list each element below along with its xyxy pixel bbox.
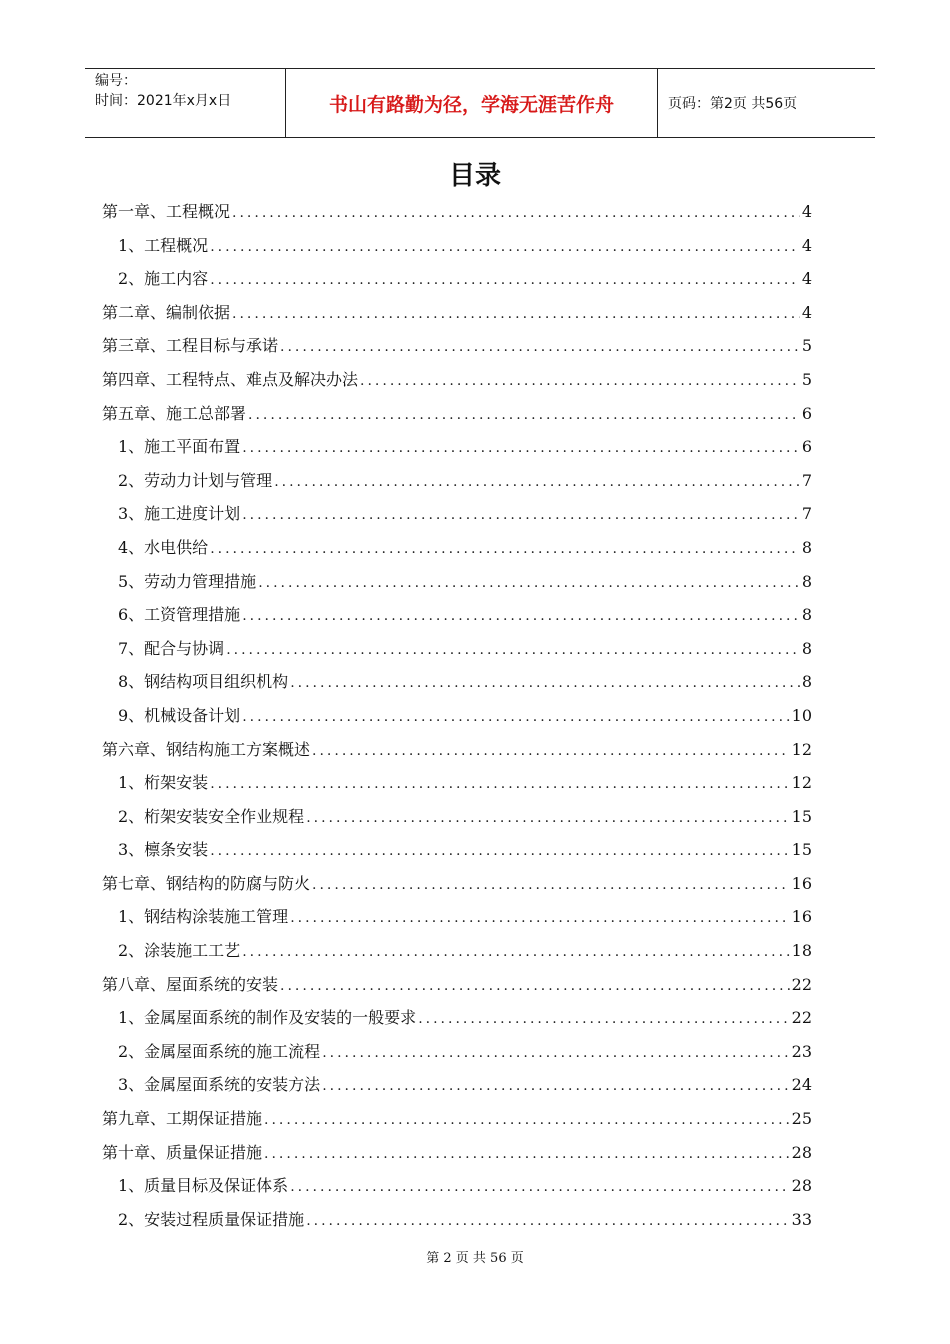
- toc-entry-page: 6: [801, 403, 812, 423]
- toc-entry[interactable]: [102, 1005, 812, 1039]
- toc-entry-page: 23: [791, 1041, 812, 1061]
- toc-entry-title: 2、桁架安装安全作业规程: [118, 806, 305, 826]
- toc-dot-leader: [210, 239, 800, 255]
- toc-entry-title: 7、配合与协调: [118, 638, 225, 658]
- toc-dot-leader: [312, 877, 790, 893]
- toc-entry[interactable]: [102, 300, 812, 334]
- toc-entry-title: 2、金属屋面系统的施工流程: [118, 1041, 321, 1061]
- toc-entry[interactable]: [102, 770, 812, 804]
- page-title: 目录: [448, 161, 501, 191]
- toc-entry-page: 5: [801, 369, 812, 389]
- toc-entry[interactable]: [102, 233, 812, 267]
- toc-entry-title: 3、施工进度计划: [118, 504, 241, 524]
- toc-dot-leader: [264, 1112, 790, 1128]
- toc-entry-title: 8、钢结构项目组织机构: [118, 672, 289, 692]
- page-footer: 第 2 页 共 56 页: [426, 1251, 524, 1266]
- time-label: 时间：2021年x月x日: [95, 93, 232, 109]
- toc-entry-page: 22: [791, 1008, 812, 1028]
- toc-entry-title: 2、安装过程质量保证措施: [118, 1209, 305, 1229]
- toc-entry-page: 15: [791, 806, 812, 826]
- toc-dot-leader: [322, 1045, 789, 1061]
- toc-dot-leader: [290, 910, 789, 926]
- toc-entry-title: 1、质量目标及保证体系: [118, 1176, 289, 1196]
- toc-entry-page: 28: [791, 1142, 812, 1162]
- toc-entry-page: 22: [791, 974, 812, 994]
- toc-entry[interactable]: [102, 1072, 812, 1106]
- toc-entry-title: 1、金属屋面系统的制作及安装的一般要求: [118, 1008, 417, 1028]
- toc-dot-leader: [242, 440, 800, 456]
- toc-entry-title: 2、施工内容: [118, 269, 209, 289]
- toc-entry[interactable]: [102, 972, 812, 1006]
- toc-entry-title: 6、工资管理措施: [118, 605, 241, 625]
- toc-entry-page: 16: [791, 907, 812, 927]
- toc-entry[interactable]: [102, 669, 812, 703]
- toc-entry-title: 2、劳动力计划与管理: [118, 470, 273, 490]
- toc-entry-title: 5、劳动力管理措施: [118, 571, 257, 591]
- toc-dot-leader: [232, 205, 800, 221]
- toc-entry-title: 1、施工平面布置: [118, 437, 241, 457]
- toc-entry[interactable]: [102, 1173, 812, 1207]
- toc-entry-page: 8: [801, 605, 812, 625]
- toc-entry-title: 第四章、工程特点、难点及解决办法: [102, 369, 359, 389]
- number-label: 编号：: [95, 73, 137, 89]
- toc-entry[interactable]: [102, 1140, 812, 1174]
- toc-dot-leader: [418, 1011, 789, 1027]
- toc-entry-page: 4: [801, 202, 812, 221]
- toc-entry-page: 33: [791, 1209, 812, 1229]
- toc-dot-leader: [360, 373, 800, 389]
- toc-dot-leader: [264, 1146, 790, 1162]
- toc-entry-page: 12: [791, 773, 812, 793]
- toc-dot-leader: [290, 675, 800, 691]
- toc-entry[interactable]: [102, 938, 812, 972]
- toc-entry-page: 8: [801, 672, 812, 692]
- toc-entry-page: 10: [791, 705, 812, 725]
- header-slogan: 书山有路勤为径，学海无涯苦作舟: [286, 69, 658, 137]
- toc-dot-leader: [232, 306, 800, 322]
- toc-dot-leader: [210, 541, 800, 557]
- toc-entry[interactable]: [102, 804, 812, 838]
- toc-entry[interactable]: [102, 333, 812, 367]
- toc-dot-leader: [210, 843, 789, 859]
- toc-entry-page: 4: [801, 235, 812, 255]
- toc-dot-leader: [322, 1078, 789, 1094]
- toc-entry-title: 第五章、施工总部署: [102, 403, 247, 423]
- toc-entry-page: 15: [791, 840, 812, 860]
- toc-dot-leader: [306, 1213, 789, 1229]
- toc-entry[interactable]: [102, 501, 812, 535]
- toc-entry-page: 16: [791, 873, 812, 893]
- header-meta: [85, 69, 286, 137]
- toc-dot-leader: [210, 776, 789, 792]
- toc-entry-title: 第九章、工期保证措施: [102, 1109, 263, 1129]
- toc-entry-page: 7: [801, 504, 812, 524]
- toc-entry[interactable]: [102, 434, 812, 468]
- toc-entry[interactable]: [102, 468, 812, 502]
- toc-entry-title: 1、桁架安装: [118, 773, 209, 793]
- toc-entry[interactable]: [102, 535, 812, 569]
- toc-entry[interactable]: [102, 367, 812, 401]
- toc-entry-page: 6: [801, 437, 812, 457]
- toc-entry-page: 7: [801, 470, 812, 490]
- toc-dot-leader: [242, 944, 789, 960]
- toc-entry-title: 第三章、工程目标与承诺: [102, 336, 279, 356]
- toc-dot-leader: [242, 507, 800, 523]
- toc-dot-leader: [274, 474, 800, 490]
- toc-dot-leader: [306, 810, 789, 826]
- toc-entry-page: 4: [801, 269, 812, 289]
- toc-entry[interactable]: [102, 1106, 812, 1140]
- toc-dot-leader: [210, 272, 800, 288]
- toc-dot-leader: [312, 743, 790, 759]
- toc-entry[interactable]: [102, 703, 812, 737]
- toc-dot-leader: [226, 642, 800, 658]
- toc-entry[interactable]: [102, 569, 812, 603]
- toc-entry-page: 8: [801, 537, 812, 557]
- toc-entry-page: 28: [791, 1176, 812, 1196]
- toc-entry-page: 24: [791, 1075, 812, 1095]
- toc-entry[interactable]: [102, 401, 812, 435]
- toc-entry-page: 4: [801, 302, 812, 322]
- toc-entry-title: 2、涂装施工工艺: [118, 941, 241, 961]
- toc-dot-leader: [258, 575, 800, 591]
- toc-entry-page: 18: [791, 941, 812, 961]
- toc-dot-leader: [280, 978, 790, 994]
- toc-entry-title: 4、水电供给: [118, 537, 209, 557]
- toc-entry[interactable]: [102, 1207, 812, 1241]
- toc-entry-title: 第十章、质量保证措施: [102, 1142, 263, 1162]
- toc-entry[interactable]: [102, 871, 812, 905]
- toc-entry[interactable]: [102, 837, 812, 871]
- toc-entry-title: 3、金属屋面系统的安装方法: [118, 1075, 321, 1095]
- toc-dot-leader: [290, 1179, 789, 1195]
- toc-entry[interactable]: [102, 199, 812, 233]
- toc-entry-title: 第二章、编制依据: [102, 302, 231, 322]
- toc-entry-page: 8: [801, 638, 812, 658]
- toc-entry[interactable]: [102, 1039, 812, 1073]
- toc-entry[interactable]: [102, 737, 812, 771]
- toc-entry[interactable]: [102, 636, 812, 670]
- toc-dot-leader: [242, 709, 789, 725]
- toc-entry[interactable]: [102, 602, 812, 636]
- toc-entry-title: 3、檩条安装: [118, 840, 209, 860]
- toc-entry-page: 5: [801, 336, 812, 356]
- toc-dot-leader: [242, 608, 800, 624]
- toc-entry[interactable]: [102, 904, 812, 938]
- toc-entry-title: 1、工程概况: [118, 235, 209, 255]
- toc-entry-title: 第六章、钢结构施工方案概述: [102, 739, 311, 759]
- toc-entry-title: 第八章、屋面系统的安装: [102, 974, 279, 994]
- toc-entry-page: 12: [791, 739, 812, 759]
- toc-dot-leader: [248, 407, 800, 423]
- toc-entry-title: 9、机械设备计划: [118, 705, 241, 725]
- toc-entry-page: 25: [791, 1109, 812, 1129]
- page-header: [85, 68, 875, 138]
- toc-entry-page: 8: [801, 571, 812, 591]
- toc-entry[interactable]: [102, 266, 812, 300]
- header-page-info: 页码：第2页 共56页: [668, 96, 798, 112]
- toc-entry-title: 第七章、钢结构的防腐与防火: [102, 873, 311, 893]
- toc-entry-title: 1、钢结构涂装施工管理: [118, 907, 289, 927]
- toc-entry-title: 第一章、工程概况: [102, 202, 231, 221]
- table-of-contents: [102, 199, 812, 1240]
- toc-dot-leader: [280, 339, 800, 355]
